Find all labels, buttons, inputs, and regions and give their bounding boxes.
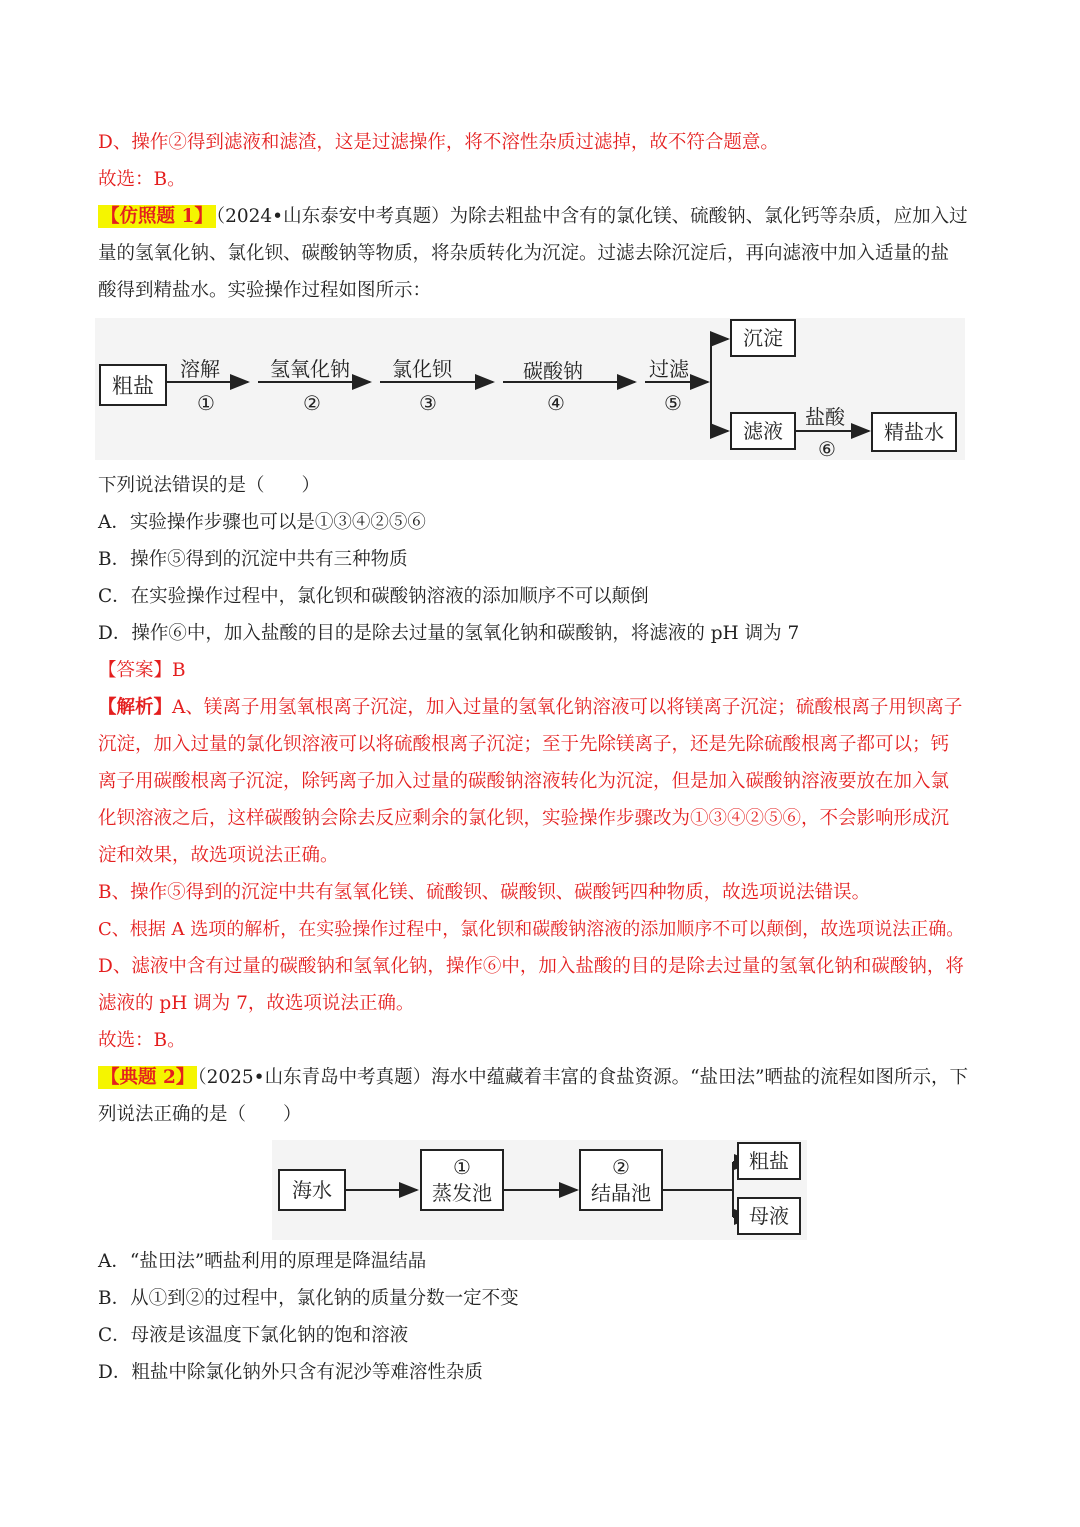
acid-num: ⑥ bbox=[818, 437, 836, 460]
prev-choice: 故选：B。 bbox=[98, 169, 186, 190]
q2-tag: 【典题 2】 bbox=[98, 1066, 197, 1089]
q1-analysis-line1 bbox=[98, 695, 962, 721]
step-4-label: 碳酸钠 bbox=[523, 359, 583, 383]
q1-analysis-line4: 化钡溶液之后，这样碳酸钠会除去反应剩余的氯化钡，实验操作步骤改为①③④②⑤⑥，不会影响形成沉 bbox=[98, 808, 950, 829]
product-text: 精盐水 bbox=[884, 420, 944, 444]
step-2-num: ② bbox=[303, 391, 321, 415]
analysis-text1: A、镁离子用氢氧根离子沉淀，加入过量的氢氧化钠溶液可以将镁离子沉淀；硫酸根离子用钡离子 bbox=[172, 697, 963, 718]
q2-stem-line2: 列说法正确的是（ ） bbox=[98, 1104, 302, 1125]
q1-option-a: A．实验操作步骤也可以是①③④②⑤⑥ bbox=[98, 512, 426, 533]
step-3-label: 氯化钡 bbox=[392, 357, 452, 381]
step-5-num: ⑤ bbox=[664, 391, 682, 415]
analysis-label: 【解析】 bbox=[98, 697, 173, 718]
q1-option-d: D．操作⑥中，加入盐酸的目的是除去过量的氢氧化钠和碳酸钠，将滤液的 pH 调为 7 bbox=[98, 623, 800, 644]
crude-salt-text: 粗盐 bbox=[112, 374, 154, 398]
q2-flow-diagram bbox=[272, 1140, 807, 1240]
crude-salt-text: 粗盐 bbox=[749, 1149, 789, 1173]
q2-option-d: D．粗盐中除氯化钠外只含有泥沙等难溶性杂质 bbox=[98, 1362, 483, 1383]
q1-option-b: B．操作⑤得到的沉淀中共有三种物质 bbox=[98, 549, 408, 570]
prev-option-d-analysis: D、操作②得到滤液和滤渣，这是过滤操作，将不溶性杂质过滤掉，故不符合题意。 bbox=[98, 132, 779, 153]
q1-stem-line3: 酸得到精盐水。实验操作过程如图所示： bbox=[98, 280, 432, 301]
q1-option-c: C．在实验操作过程中，氯化钡和碳酸钠溶液的添加顺序不可以颠倒 bbox=[98, 586, 649, 607]
acid-label: 盐酸 bbox=[805, 405, 845, 429]
q2-option-a: A．“盐田法”晒盐利用的原理是降温结晶 bbox=[98, 1251, 427, 1272]
q2-stem-text1: （2025•山东青岛中考真题）海水中蕴藏着丰富的食盐资源。“盐田法”晒盐的流程如图所示，下 bbox=[197, 1067, 968, 1088]
evaporation-pond-num: ① bbox=[453, 1155, 471, 1179]
q2-stem-line1 bbox=[98, 1065, 968, 1091]
q1-analysis-line8: D、滤液中含有过量的碳酸钠和氢氧化钠，操作⑥中，加入盐酸的目的是除去过量的氢氧化钠和碳酸钠，将 bbox=[98, 956, 964, 977]
q1-analysis-line5: 淀和效果，故选项说法正确。 bbox=[98, 845, 339, 866]
q1-answer: 【答案】B bbox=[98, 660, 186, 681]
filtrate-text: 滤液 bbox=[743, 419, 783, 443]
q1-analysis-line3: 离子用碳酸根离子沉淀，除钙离子加入过量的碳酸钠溶液转化为沉淀，但是加入碳酸钠溶液要放在加入氯 bbox=[98, 771, 950, 792]
q1-question: 下列说法错误的是（ ） bbox=[98, 475, 321, 496]
mother-liquor-text: 母液 bbox=[749, 1204, 789, 1228]
step-2-label: 氢氧化钠 bbox=[270, 357, 350, 381]
seawater-text: 海水 bbox=[292, 1178, 332, 1202]
step-5-label: 过滤 bbox=[649, 357, 689, 381]
evaporation-pond-text: 蒸发池 bbox=[432, 1181, 492, 1205]
q1-stem-text1: （2024•山东泰安中考真题）为除去粗盐中含有的氯化镁、硫酸钠、氯化钙等杂质，应加入过 bbox=[215, 206, 968, 227]
q1-analysis-line2: 沉淀，加入过量的氯化钡溶液可以将硫酸根离子沉淀；至于先除镁离子，还是先除硫酸根离子都可以；钙 bbox=[98, 734, 950, 755]
q1-analysis-line7: C、根据 A 选项的解析，在实验操作过程中，氯化钡和碳酸钠溶液的添加顺序不可以颠倒，故选项说法正确。 bbox=[98, 919, 965, 940]
step-3-num: ③ bbox=[419, 391, 437, 415]
q1-choice: 故选：B。 bbox=[98, 1030, 186, 1051]
q1-tag: 【仿照题 1】 bbox=[98, 205, 216, 228]
crystallization-pond-text: 结晶池 bbox=[591, 1181, 651, 1205]
q1-flow-diagram bbox=[95, 318, 965, 460]
precipitate-text: 沉淀 bbox=[743, 326, 783, 350]
step-4-num: ④ bbox=[547, 391, 565, 415]
q1-stem-line2: 量的氢氧化钠、氯化钡、碳酸钠等物质，将杂质转化为沉淀。过滤去除沉淀后，再向滤液中加入适量的盐 bbox=[98, 243, 950, 264]
crystallization-pond-num: ② bbox=[612, 1155, 630, 1179]
step-1-label: 溶解 bbox=[180, 357, 220, 381]
q1-analysis-line6: B、操作⑤得到的沉淀中共有氢氧化镁、硫酸钡、碳酸钡、碳酸钙四种物质，故选项说法错误。 bbox=[98, 882, 871, 903]
q1-analysis-line9: 滤液的 pH 调为 7，故选项说法正确。 bbox=[98, 993, 415, 1014]
step-1-num: ① bbox=[197, 391, 215, 415]
q2-option-c: C．母液是该温度下氯化钠的饱和溶液 bbox=[98, 1325, 409, 1346]
q2-option-b: B．从①到②的过程中，氯化钠的质量分数一定不变 bbox=[98, 1288, 519, 1309]
q1-stem-line1 bbox=[98, 204, 968, 230]
